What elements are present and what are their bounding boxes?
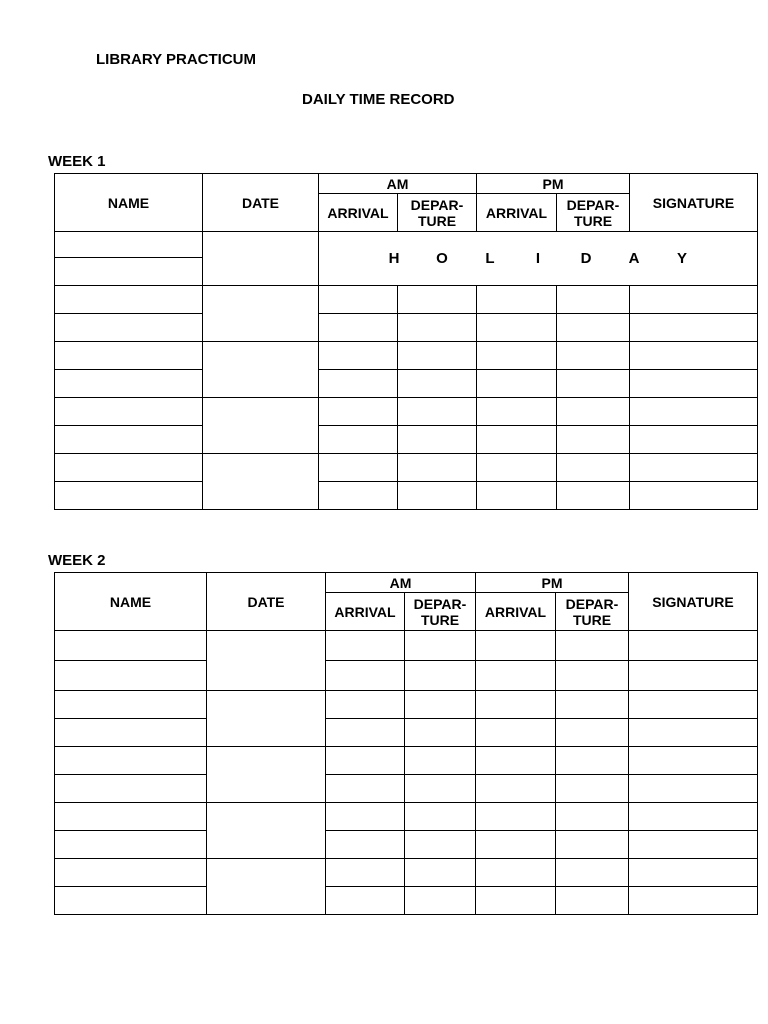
- pm-header: PM: [476, 573, 629, 593]
- pm-arrival-cell[interactable]: [477, 286, 557, 314]
- pm-arrival-cell[interactable]: [477, 482, 557, 510]
- am-departure-cell[interactable]: [398, 370, 477, 398]
- pm-arrival-cell[interactable]: [477, 426, 557, 454]
- am-header: AM: [319, 174, 477, 194]
- signature-cell[interactable]: [630, 286, 758, 314]
- am-departure-cell[interactable]: [405, 803, 476, 831]
- signature-cell[interactable]: [630, 342, 758, 370]
- name-cell[interactable]: [55, 258, 203, 286]
- pm-departure-cell[interactable]: [556, 803, 629, 831]
- pm-arrival-cell[interactable]: [476, 661, 556, 691]
- pm-departure-cell[interactable]: [557, 482, 630, 510]
- date-header: DATE: [203, 174, 319, 232]
- pm-arrival-cell[interactable]: [476, 887, 556, 915]
- pm-departure-cell[interactable]: [556, 747, 629, 775]
- am-arrival-cell[interactable]: [326, 719, 405, 747]
- name-cell[interactable]: [55, 775, 207, 803]
- name-cell[interactable]: [55, 286, 203, 314]
- am-departure-header: DEPAR- TURE: [405, 593, 476, 631]
- am-departure-cell[interactable]: [398, 482, 477, 510]
- pm-arrival-header: ARRIVAL: [477, 194, 557, 232]
- name-header: NAME: [55, 573, 207, 631]
- pm-departure-cell[interactable]: [557, 286, 630, 314]
- am-arrival-cell[interactable]: [319, 370, 398, 398]
- date-cell[interactable]: [203, 454, 319, 510]
- am-header: AM: [326, 573, 476, 593]
- am-arrival-cell[interactable]: [326, 631, 405, 661]
- pm-arrival-header: ARRIVAL: [476, 593, 556, 631]
- signature-cell[interactable]: [629, 719, 758, 747]
- signature-cell[interactable]: [629, 775, 758, 803]
- pm-departure-cell[interactable]: [557, 454, 630, 482]
- name-cell[interactable]: [55, 661, 207, 691]
- am-departure-cell[interactable]: [405, 831, 476, 859]
- pm-departure-cell[interactable]: [556, 661, 629, 691]
- signature-header: SIGNATURE: [629, 573, 758, 631]
- pm-departure-cell[interactable]: [556, 831, 629, 859]
- am-arrival-cell[interactable]: [326, 747, 405, 775]
- am-arrival-cell[interactable]: [326, 803, 405, 831]
- signature-cell[interactable]: [630, 398, 758, 426]
- name-cell[interactable]: [55, 631, 207, 661]
- date-cell[interactable]: [203, 286, 319, 342]
- am-departure-cell[interactable]: [405, 691, 476, 719]
- name-cell[interactable]: [55, 831, 207, 859]
- date-header: DATE: [207, 573, 326, 631]
- pm-departure-header: DEPAR- TURE: [557, 194, 630, 232]
- name-header: NAME: [55, 174, 203, 232]
- week-2-label: WEEK 2: [48, 552, 106, 569]
- am-departure-cell[interactable]: [398, 398, 477, 426]
- signature-cell[interactable]: [629, 747, 758, 775]
- pm-departure-cell[interactable]: [557, 426, 630, 454]
- pm-arrival-cell[interactable]: [476, 803, 556, 831]
- am-arrival-cell[interactable]: [319, 454, 398, 482]
- holiday-banner: H O L I D A Y: [319, 232, 758, 286]
- am-departure-cell[interactable]: [405, 775, 476, 803]
- pm-arrival-cell[interactable]: [477, 398, 557, 426]
- name-cell[interactable]: [55, 398, 203, 426]
- am-departure-cell[interactable]: [398, 342, 477, 370]
- am-arrival-header: ARRIVAL: [326, 593, 405, 631]
- date-cell[interactable]: [203, 398, 319, 454]
- am-arrival-cell[interactable]: [319, 482, 398, 510]
- am-arrival-cell[interactable]: [319, 426, 398, 454]
- pm-arrival-cell[interactable]: [476, 859, 556, 887]
- pm-departure-cell[interactable]: [556, 859, 629, 887]
- page-title: LIBRARY PRACTICUM: [96, 51, 256, 68]
- am-departure-cell[interactable]: [405, 859, 476, 887]
- am-arrival-header: ARRIVAL: [319, 194, 398, 232]
- pm-departure-cell[interactable]: [556, 887, 629, 915]
- name-cell[interactable]: [55, 887, 207, 915]
- am-arrival-cell[interactable]: [326, 831, 405, 859]
- signature-cell[interactable]: [630, 426, 758, 454]
- signature-header: SIGNATURE: [630, 174, 758, 232]
- week-1-label: WEEK 1: [48, 153, 106, 170]
- pm-arrival-cell[interactable]: [476, 831, 556, 859]
- am-departure-cell[interactable]: [398, 314, 477, 342]
- name-cell[interactable]: [55, 747, 207, 775]
- pm-departure-cell[interactable]: [557, 370, 630, 398]
- signature-cell[interactable]: [630, 370, 758, 398]
- am-arrival-cell[interactable]: [319, 286, 398, 314]
- date-cell[interactable]: [203, 342, 319, 398]
- am-departure-cell[interactable]: [405, 747, 476, 775]
- signature-cell[interactable]: [629, 691, 758, 719]
- signature-cell[interactable]: [629, 887, 758, 915]
- am-departure-cell[interactable]: [405, 887, 476, 915]
- am-departure-cell[interactable]: [398, 286, 477, 314]
- name-cell[interactable]: [55, 859, 207, 887]
- pm-arrival-cell[interactable]: [477, 370, 557, 398]
- pm-departure-header: DEPAR- TURE: [556, 593, 629, 631]
- signature-cell[interactable]: [629, 803, 758, 831]
- pm-departure-cell[interactable]: [557, 342, 630, 370]
- pm-departure-cell[interactable]: [557, 314, 630, 342]
- am-departure-cell[interactable]: [398, 426, 477, 454]
- name-cell[interactable]: [55, 803, 207, 831]
- date-cell[interactable]: [207, 803, 326, 859]
- pm-arrival-cell[interactable]: [476, 747, 556, 775]
- pm-arrival-cell[interactable]: [477, 342, 557, 370]
- pm-departure-cell[interactable]: [556, 691, 629, 719]
- am-arrival-cell[interactable]: [326, 887, 405, 915]
- week-1-table: [54, 173, 758, 510]
- am-arrival-cell[interactable]: [326, 775, 405, 803]
- pm-arrival-cell[interactable]: [477, 454, 557, 482]
- am-departure-cell[interactable]: [398, 454, 477, 482]
- signature-cell[interactable]: [629, 631, 758, 661]
- week-2-table: [54, 572, 758, 915]
- am-arrival-cell[interactable]: [319, 398, 398, 426]
- pm-departure-cell[interactable]: [557, 398, 630, 426]
- pm-departure-cell[interactable]: [556, 775, 629, 803]
- am-arrival-cell[interactable]: [326, 661, 405, 691]
- page-subtitle: DAILY TIME RECORD: [302, 91, 455, 108]
- name-cell[interactable]: [55, 691, 207, 719]
- name-cell[interactable]: [55, 314, 203, 342]
- signature-cell[interactable]: [629, 859, 758, 887]
- date-cell[interactable]: [203, 232, 319, 286]
- am-arrival-cell[interactable]: [326, 859, 405, 887]
- date-cell[interactable]: [207, 747, 326, 803]
- name-cell[interactable]: [55, 426, 203, 454]
- pm-departure-cell[interactable]: [556, 631, 629, 661]
- name-cell[interactable]: [55, 370, 203, 398]
- name-cell[interactable]: [55, 342, 203, 370]
- am-arrival-cell[interactable]: [319, 314, 398, 342]
- pm-departure-cell[interactable]: [556, 719, 629, 747]
- signature-cell[interactable]: [630, 314, 758, 342]
- name-cell[interactable]: [55, 454, 203, 482]
- pm-arrival-cell[interactable]: [476, 775, 556, 803]
- am-departure-cell[interactable]: [405, 719, 476, 747]
- signature-cell[interactable]: [630, 454, 758, 482]
- pm-arrival-cell[interactable]: [476, 719, 556, 747]
- pm-arrival-cell[interactable]: [476, 691, 556, 719]
- signature-cell[interactable]: [630, 482, 758, 510]
- am-departure-cell[interactable]: [405, 631, 476, 661]
- signature-cell[interactable]: [629, 661, 758, 691]
- signature-cell[interactable]: [629, 831, 758, 859]
- name-cell[interactable]: [55, 232, 203, 258]
- pm-header: PM: [477, 174, 630, 194]
- date-cell[interactable]: [207, 631, 326, 691]
- am-departure-cell[interactable]: [405, 661, 476, 691]
- am-arrival-cell[interactable]: [319, 342, 398, 370]
- name-cell[interactable]: [55, 719, 207, 747]
- pm-arrival-cell[interactable]: [477, 314, 557, 342]
- date-cell[interactable]: [207, 691, 326, 747]
- pm-arrival-cell[interactable]: [476, 631, 556, 661]
- name-cell[interactable]: [55, 482, 203, 510]
- am-departure-header: DEPAR- TURE: [398, 194, 477, 232]
- date-cell[interactable]: [207, 859, 326, 915]
- am-arrival-cell[interactable]: [326, 691, 405, 719]
